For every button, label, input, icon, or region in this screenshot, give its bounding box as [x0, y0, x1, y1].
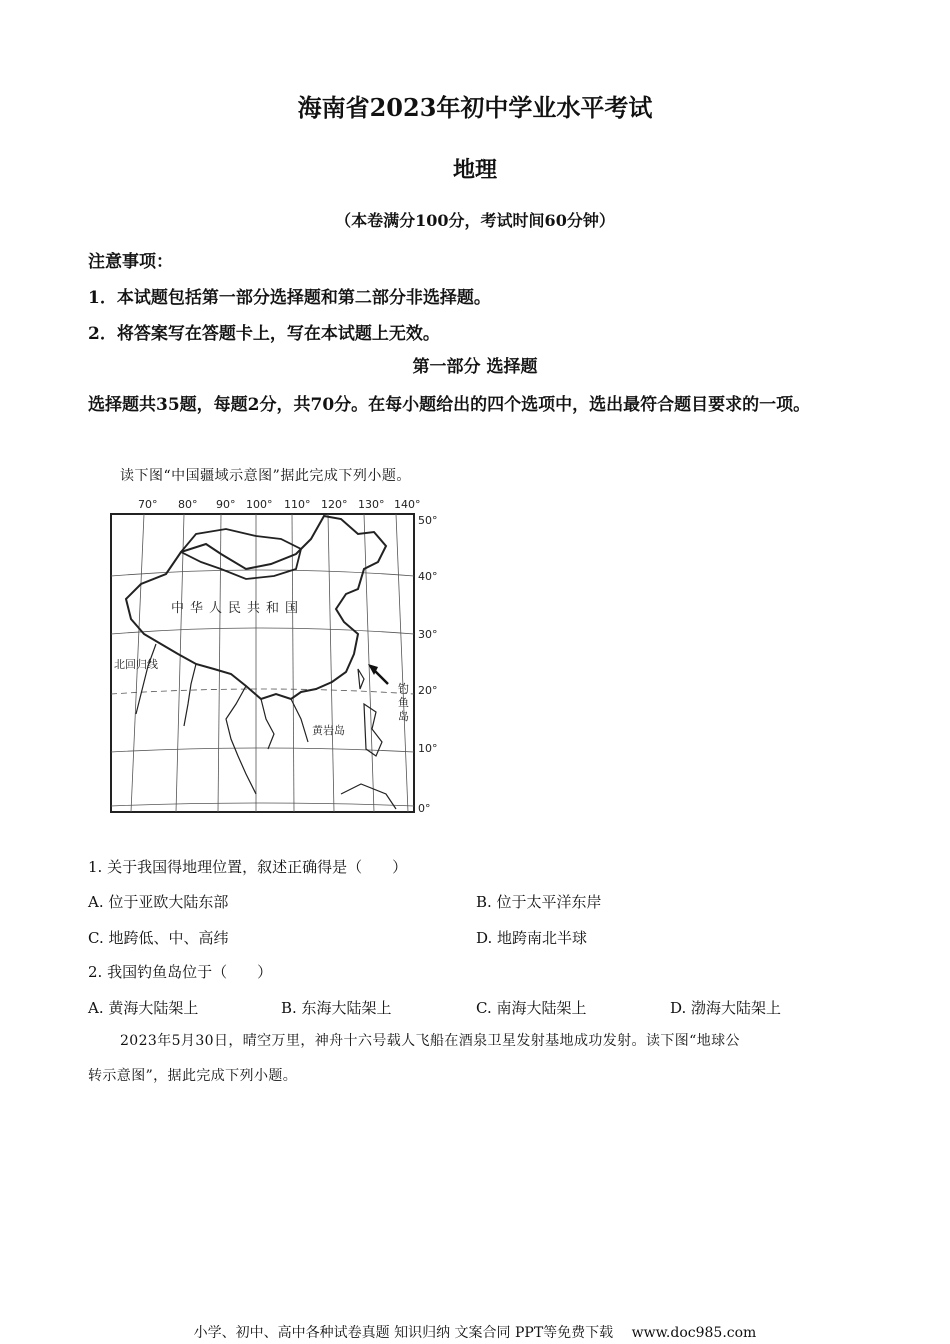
part1-title: 第一部分 选择题 [412, 357, 538, 377]
lon-label: 100° [246, 498, 273, 511]
lon-label: 80° [178, 498, 198, 511]
lon-label: 110° [284, 498, 311, 511]
passage-line-2: 转示意图”，据此完成下列小题。 [88, 1068, 298, 1084]
q2-option-c[interactable]: C. 南海大陆架上 [476, 999, 587, 1017]
notes-item-1: 1．本试题包括第一部分选择题和第二部分非选择题。 [88, 288, 491, 308]
lon-label: 130° [358, 498, 385, 511]
passage-line-1: 2023年5月30日，晴空万里，神舟十六号载人飞船在酒泉卫星发射基地成功发射。读下图“地球公 [120, 1033, 740, 1049]
lon-label: 140° [394, 498, 421, 511]
q1-option-d[interactable]: D. 地跨南北半球 [476, 929, 588, 947]
lat-label: 50° [418, 514, 438, 527]
part1-instruction: 选择题共35题，每题2分，共70分。在每小题给出的四个选项中，选出最符合题目要求的一项。 [88, 395, 811, 415]
lat-label: 30° [418, 628, 438, 641]
q1-option-a[interactable]: A. 位于亚欧大陆东部 [88, 893, 229, 911]
footer-text: 小学、初中、高中各种试卷真题 知识归纳 文案合同 PPT等免费下载 www.doc985.com [193, 1325, 757, 1341]
latitude-labels [418, 514, 438, 815]
southeast-asia-outline [136, 644, 308, 794]
q2-option-d[interactable]: D. 渤海大陆架上 [670, 999, 782, 1017]
question-2-stem: 2. 我国钓鱼岛位于（ ） [88, 963, 273, 981]
lat-label: 10° [418, 742, 438, 755]
subject-title: 地理 [452, 157, 497, 183]
longitude-labels [138, 498, 421, 511]
diaoyu-label-1: 钓 [398, 682, 409, 695]
notes-item-2: 2．将答案写在答题卡上，写在本试题上无效。 [88, 324, 440, 344]
lat-label: 0° [418, 802, 431, 815]
exam-title: 海南省2023年初中学业水平考试 [297, 93, 653, 122]
huangyan-label: 黄岩岛 [312, 724, 345, 737]
q2-option-b[interactable]: B. 东海大陆架上 [281, 999, 392, 1017]
islands-outline [341, 669, 396, 809]
q1-option-c[interactable]: C. 地跨低、中、高纬 [88, 929, 229, 947]
lon-label: 120° [321, 498, 348, 511]
q2-option-a[interactable]: A. 黄海大陆架上 [88, 999, 199, 1017]
mongolia-outline [181, 529, 301, 579]
q1-option-b[interactable]: B. 位于太平洋东岸 [476, 893, 602, 911]
full-mark-note: （本卷满分100分，考试时间60分钟） [335, 211, 615, 230]
diaoyu-label-2: 鱼 [398, 696, 409, 709]
country-label: 中华人民共和国 [171, 601, 305, 616]
lon-label: 70° [138, 498, 158, 511]
china-territory-map [96, 494, 446, 824]
lon-label: 90° [216, 498, 236, 511]
map-intro: 读下图“中国疆域示意图”据此完成下列小题。 [120, 468, 411, 484]
lat-label: 40° [418, 570, 438, 583]
notes-heading: 注意事项： [88, 252, 173, 272]
diaoyu-label-3: 岛 [398, 710, 409, 723]
tropic-label: 北回归线 [114, 658, 158, 671]
question-1-stem: 1. 关于我国得地理位置，叙述正确得是（ ） [88, 858, 408, 876]
lat-label: 20° [418, 684, 438, 697]
